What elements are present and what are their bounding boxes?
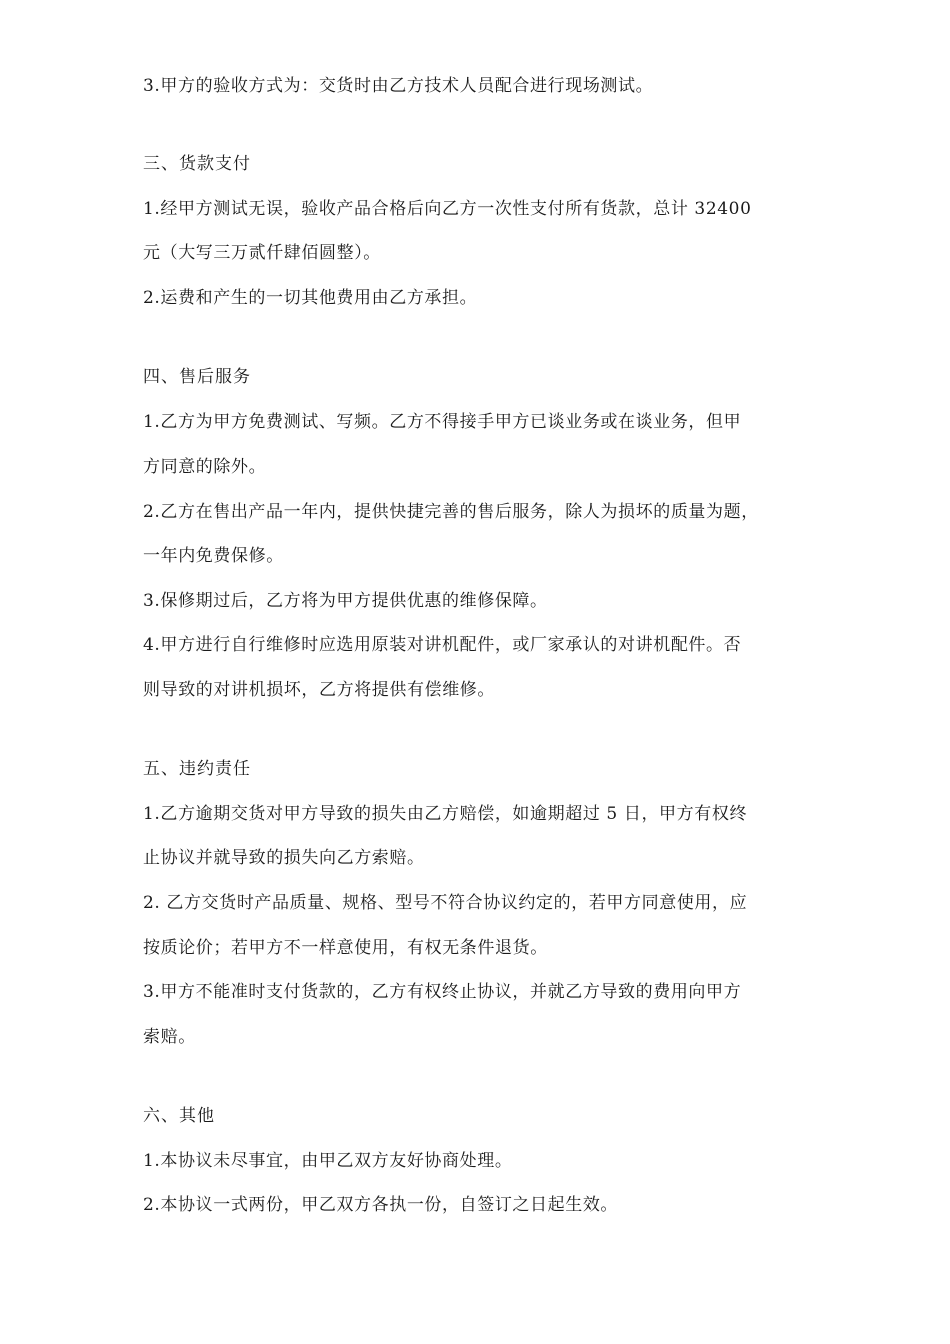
liability-heading: 五、违约责任 <box>143 759 251 779</box>
after-sales-item-1-line-2: 方同意的除外。 <box>143 457 267 477</box>
liability-item-3-line-2: 索赔。 <box>143 1027 196 1047</box>
liability-item-2-line-1: 2. 乙方交货时产品质量、规格、型号不符合协议约定的，若甲方同意使用，应 <box>143 893 748 913</box>
after-sales-item-2-line-2: 一年内免费保修。 <box>143 546 284 566</box>
liability-item-1-line-1: 1.乙方逾期交货对甲方导致的损失由乙方赔偿，如逾期超过 5 日，甲方有权终 <box>143 804 748 824</box>
after-sales-item-4-line-1: 4.甲方进行自行维修时应选用原装对讲机配件，或厂家承认的对讲机配件。否 <box>143 635 742 655</box>
other-item-2: 2.本协议一式两份，甲乙双方各执一份，自签订之日起生效。 <box>143 1195 619 1215</box>
after-sales-heading: 四、售后服务 <box>143 367 251 387</box>
payment-item-1-line-1: 1.经甲方测试无误，验收产品合格后向乙方一次性支付所有货款，总计 32400 <box>143 199 752 219</box>
payment-item-1-line-2: 元（大写三万贰仟肆佰圆整）。 <box>143 243 381 263</box>
liability-item-2-line-2: 按质论价；若甲方不一样意使用，有权无条件退货。 <box>143 938 548 958</box>
after-sales-item-2-line-1: 2.乙方在售出产品一年内，提供快捷完善的售后服务，除人为损坏的质量为题， <box>143 502 759 522</box>
acceptance-item-3: 3.甲方的验收方式为：交货时由乙方技术人员配合进行现场测试。 <box>143 76 654 96</box>
after-sales-item-1-line-1: 1.乙方为甲方免费测试、写频。乙方不得接手甲方已谈业务或在谈业务，但甲 <box>143 412 742 432</box>
liability-item-1-line-2: 止协议并就导致的损失向乙方索赔。 <box>143 848 425 868</box>
other-heading: 六、其他 <box>143 1106 215 1126</box>
after-sales-item-4-line-2: 则导致的对讲机损坏，乙方将提供有偿维修。 <box>143 680 495 700</box>
other-item-1: 1.本协议未尽事宜，由甲乙双方友好协商处理。 <box>143 1151 513 1171</box>
payment-heading: 三、货款支付 <box>143 154 251 174</box>
payment-item-2: 2.运费和产生的一切其他费用由乙方承担。 <box>143 288 478 308</box>
after-sales-item-3: 3.保修期过后，乙方将为甲方提供优惠的维修保障。 <box>143 591 548 611</box>
liability-item-3-line-1: 3.甲方不能准时支付货款的，乙方有权终止协议，并就乙方导致的费用向甲方 <box>143 982 742 1002</box>
